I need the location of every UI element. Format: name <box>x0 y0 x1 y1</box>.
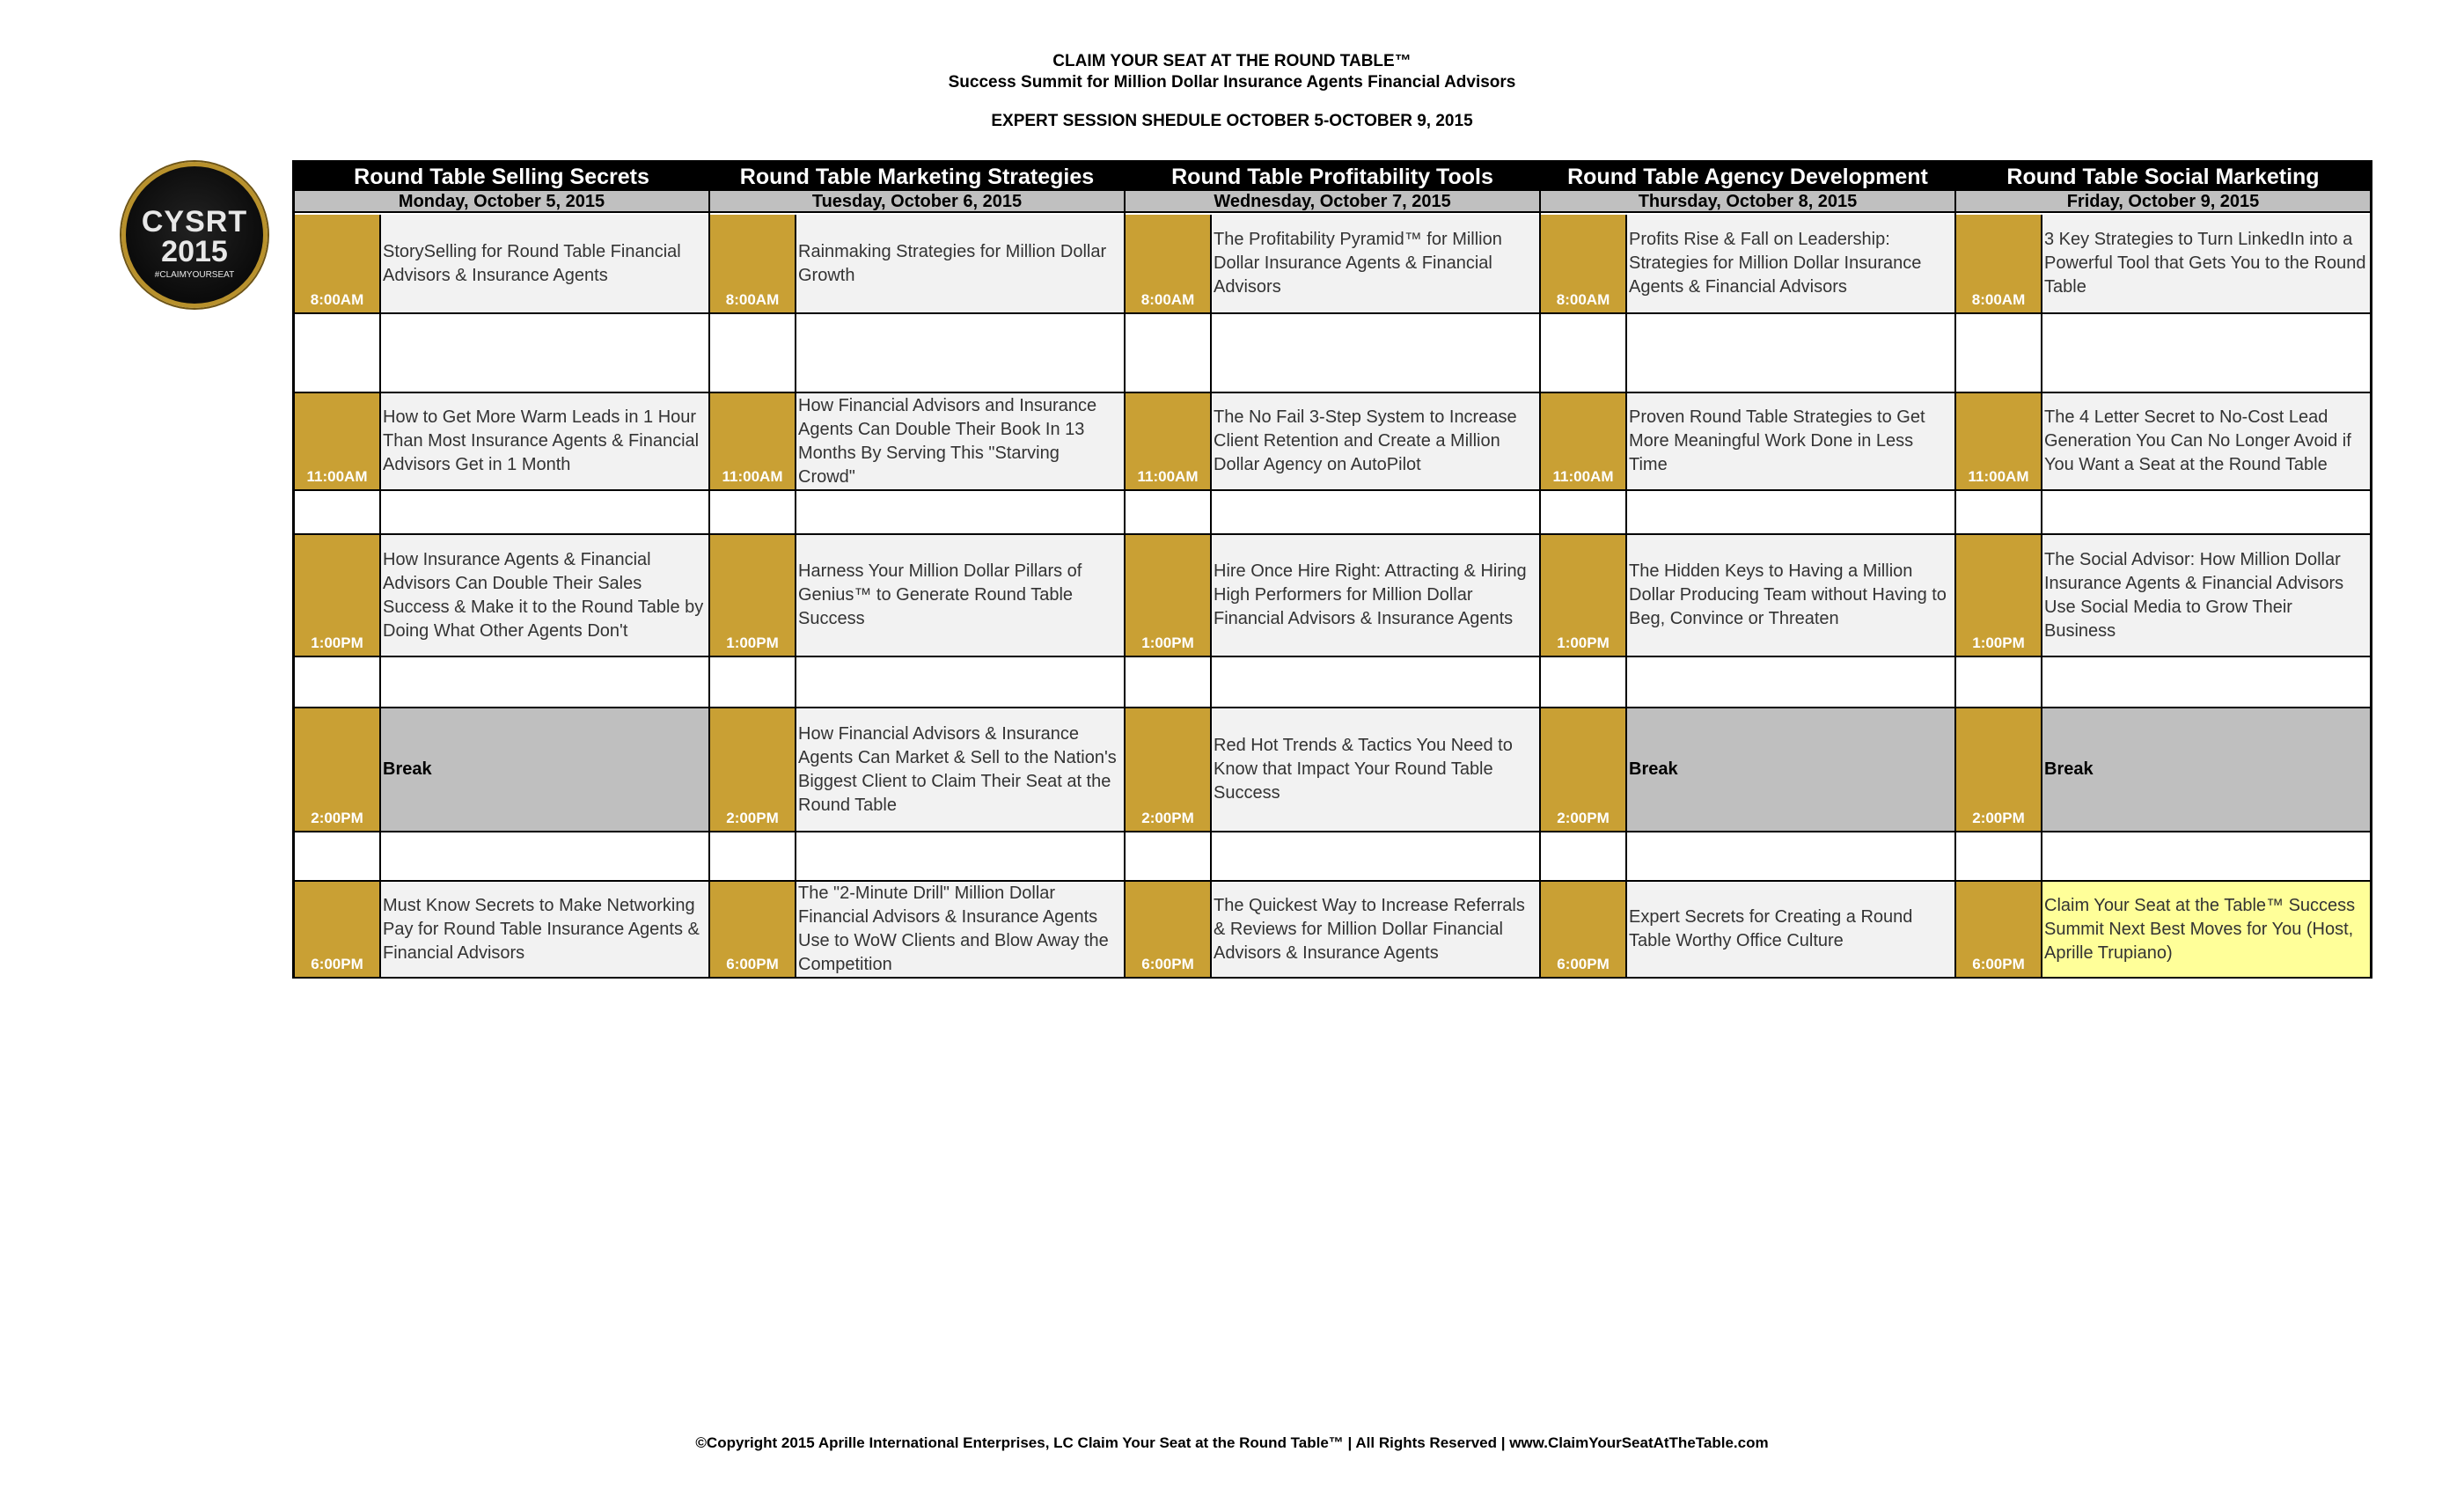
session-slot <box>710 708 1124 832</box>
session-title-text: The 4 Letter Secret to No-Cost Lead Generation You Can No Longer Avoid if You Want a Seat at the Round Table <box>2044 407 2351 474</box>
session-title <box>798 535 1120 656</box>
session-title <box>1214 215 1536 312</box>
session-title <box>383 882 705 977</box>
session-slot <box>710 393 1124 491</box>
spacer-row <box>1126 314 1539 393</box>
track-theme: Round Table Profitability Tools <box>1126 163 1539 191</box>
time-cell <box>1126 215 1212 312</box>
session-title-text: StorySelling for Round Table Financial Advisors & Insurance Agents <box>383 241 681 285</box>
session-slot <box>1126 708 1539 832</box>
track-theme: Round Table Agency Development <box>1541 163 1954 191</box>
spacer-row <box>295 657 708 708</box>
session-title-text: The Quickest Way to Increase Referrals & Reviews for Million Dollar Financial Advisors & Insurance Agents <box>1214 895 1525 963</box>
session-time: 1:00PM <box>1972 634 2025 651</box>
session-time: 8:00AM <box>1556 291 1610 308</box>
session-time: 6:00PM <box>311 956 363 972</box>
session-slot <box>1956 535 2370 657</box>
time-cell <box>295 215 381 312</box>
session-time: 8:00AM <box>1971 291 2026 308</box>
day-date: Wednesday, October 7, 2015 <box>1126 191 1539 213</box>
page-header <box>0 51 2464 132</box>
spacer-time-cell <box>710 832 796 880</box>
time-cell <box>1541 535 1627 656</box>
spacer-time-cell <box>1956 832 2042 880</box>
session-slot <box>295 882 708 979</box>
session-title <box>1629 393 1951 489</box>
session-slot <box>710 215 1124 314</box>
session-title-text: Profits Rise & Fall on Leadership: Strategies for Million Dollar Insurance Agents & Financial Advisors <box>1629 230 1922 297</box>
session-time: 1:00PM <box>726 634 779 651</box>
session-title <box>1629 882 1951 977</box>
time-cell <box>710 882 796 977</box>
spacer-row <box>295 832 708 882</box>
spacer-row <box>1126 832 1539 882</box>
spacer-time-cell <box>1956 491 2042 533</box>
session-title-text: Hire Once Hire Right: Attracting & Hiring High Performers for Million Dollar Financial Advisors & Insurance Agents <box>1214 561 1527 628</box>
break-slot <box>1541 708 1954 832</box>
session-title <box>2044 215 2366 312</box>
track-theme: Round Table Selling Secrets <box>295 163 708 191</box>
session-title <box>1629 215 1951 312</box>
session-title-text: 3 Key Strategies to Turn LinkedIn into a Powerful Tool that Gets You to the Round Table <box>2044 230 2366 297</box>
spacer-time-cell <box>1541 491 1627 533</box>
session-time: 1:00PM <box>311 634 363 651</box>
spacer-time-cell <box>1126 832 1212 880</box>
session-slot <box>1126 535 1539 657</box>
spacer-row <box>1541 314 1954 393</box>
session-time: 2:00PM <box>1557 810 1610 826</box>
logo-text-year: 2015 <box>161 235 228 268</box>
session-slot <box>1956 393 2370 491</box>
event-title: CLAIM YOUR SEAT AT THE ROUND TABLE™ <box>1052 52 1412 70</box>
spacer-row <box>1956 832 2370 882</box>
session-time: 8:00AM <box>725 291 780 308</box>
session-slot <box>295 393 708 491</box>
session-title <box>383 215 705 312</box>
time-cell <box>710 215 796 312</box>
spacer-row <box>710 491 1124 535</box>
session-time: 8:00AM <box>310 291 364 308</box>
time-cell <box>295 393 381 489</box>
spacer-row <box>710 832 1124 882</box>
session-slot <box>1956 215 2370 314</box>
time-cell <box>1541 882 1627 977</box>
session-title-text: Expert Secrets for Creating a Round Table Worthy Office Culture <box>1629 907 1913 950</box>
session-slot <box>295 215 708 314</box>
day-column <box>710 163 1126 976</box>
session-slot <box>1541 535 1954 657</box>
spacer-time-cell <box>1126 314 1212 392</box>
break-slot <box>295 708 708 832</box>
spacer-time-cell <box>1541 657 1627 707</box>
session-title <box>383 708 705 831</box>
session-title-text: Red Hot Trends & Tactics You Need to Know that Impact Your Round Table Success <box>1214 736 1513 803</box>
spacer-row <box>1541 491 1954 535</box>
logo-hashtag: #CLAIMYOURSEAT <box>154 270 235 280</box>
session-time: 1:00PM <box>1141 634 1194 651</box>
session-title-text: Rainmaking Strategies for Million Dollar Growth <box>798 241 1107 285</box>
spacer-time-cell <box>1126 657 1212 707</box>
spacer-time-cell <box>1541 832 1627 880</box>
spacer-time-cell <box>1541 314 1627 392</box>
time-cell <box>1126 708 1212 831</box>
schedule-title: EXPERT SESSION SHEDULE OCTOBER 5-OCTOBER 9, 2015 <box>991 112 1473 130</box>
session-time: 2:00PM <box>726 810 779 826</box>
session-slot <box>710 535 1124 657</box>
session-slot <box>295 535 708 657</box>
spacer-row <box>1956 657 2370 708</box>
day-column <box>1126 163 1541 976</box>
session-title <box>383 393 705 489</box>
session-title-text: The Social Advisor: How Million Dollar Insurance Agents & Financial Advisors Use Social Media to Grow Their Business <box>2044 549 2344 641</box>
session-time: 6:00PM <box>1141 956 1194 972</box>
spacer-time-cell <box>295 657 381 707</box>
spacer-row <box>710 657 1124 708</box>
session-title <box>1629 535 1951 656</box>
session-title <box>2044 393 2366 489</box>
session-title-text: How Financial Advisors & Insurance Agents Can Market & Sell to the Nation's Biggest Client to Claim Their Seat at the Round Table <box>798 723 1117 815</box>
spacer-row <box>1956 491 2370 535</box>
session-time: 1:00PM <box>1557 634 1610 651</box>
session-title-text: Break <box>1629 759 1678 779</box>
spacer-time-cell <box>295 314 381 392</box>
spacer-time-cell <box>1956 657 2042 707</box>
session-title <box>798 708 1120 831</box>
session-title <box>2044 882 2366 977</box>
session-time: 11:00AM <box>722 468 783 485</box>
time-cell <box>1956 215 2042 312</box>
session-time: 6:00PM <box>1557 956 1610 972</box>
time-cell <box>1541 215 1627 312</box>
time-cell <box>1956 535 2042 656</box>
logo-text-cysrt: CYSRT <box>141 205 248 238</box>
track-theme: Round Table Social Marketing <box>1956 163 2370 191</box>
session-title-text: The Hidden Keys to Having a Million Dollar Producing Team without Having to Beg, Convince or Threaten <box>1629 561 1947 628</box>
spacer-row <box>710 314 1124 393</box>
time-cell <box>1126 393 1212 489</box>
time-cell <box>710 708 796 831</box>
session-title-text: Break <box>2044 759 2094 779</box>
session-title-text: The Profitability Pyramid™ for Million Dollar Insurance Agents & Financial Advisors <box>1214 230 1502 297</box>
day-date: Friday, October 9, 2015 <box>1956 191 2370 213</box>
event-subtitle: Success Summit for Million Dollar Insurance Agents Financial Advisors <box>948 73 1516 92</box>
session-title <box>1214 708 1536 831</box>
time-cell <box>1126 535 1212 656</box>
session-time: 11:00AM <box>306 468 368 485</box>
time-cell <box>1541 708 1627 831</box>
session-title <box>1629 708 1951 831</box>
session-title-text: How Insurance Agents & Financial Advisors Can Double Their Sales Success & Make it to the Round Table by Doing What Other Agents Don't <box>383 549 704 641</box>
session-title-text: Proven Round Table Strategies to Get More Meaningful Work Done in Less Time <box>1629 407 1925 474</box>
track-theme: Round Table Marketing Strategies <box>710 163 1124 191</box>
session-time: 8:00AM <box>1140 291 1195 308</box>
break-slot <box>1956 708 2370 832</box>
session-title-text: Break <box>383 759 432 779</box>
session-time: 6:00PM <box>1972 956 2025 972</box>
session-time: 2:00PM <box>311 810 363 826</box>
spacer-time-cell <box>1956 314 2042 392</box>
session-title-text: Harness Your Million Dollar Pillars of Genius™ to Generate Round Table Success <box>798 561 1082 628</box>
session-time: 11:00AM <box>1137 468 1199 485</box>
cysrt-logo <box>121 162 268 308</box>
time-cell <box>1956 708 2042 831</box>
spacer-row <box>1126 657 1539 708</box>
session-time: 2:00PM <box>1972 810 2025 826</box>
session-slot <box>710 882 1124 979</box>
session-title <box>1214 882 1536 977</box>
spacer-time-cell <box>710 491 796 533</box>
day-column <box>1541 163 1956 976</box>
day-date: Monday, October 5, 2015 <box>295 191 708 213</box>
time-cell <box>1956 393 2042 489</box>
spacer-time-cell <box>1126 491 1212 533</box>
spacer-time-cell <box>295 832 381 880</box>
session-title-text: Claim Your Seat at the Table™ Success Summit Next Best Moves for You (Host, Aprille Trupiano) <box>2044 895 2356 963</box>
spacer-time-cell <box>710 314 796 392</box>
spacer-row <box>1541 832 1954 882</box>
spacer-row <box>295 491 708 535</box>
time-cell <box>1541 393 1627 489</box>
session-time: 11:00AM <box>1552 468 1614 485</box>
copyright-footer: ©Copyright 2015 Aprille International Enterprises, LC Claim Your Seat at the Round Table™ | All Rights Reserved | www.ClaimYourSeatAtTheTable.com <box>695 1434 1769 1451</box>
session-slot <box>1541 393 1954 491</box>
spacer-row <box>295 314 708 393</box>
session-title-text: How Financial Advisors and Insurance Agents Can Double Their Book In 13 Months By Serving This "Starving Crowd" <box>798 395 1097 487</box>
day-column <box>1956 163 2370 976</box>
time-cell <box>1956 882 2042 977</box>
spacer-row <box>1126 491 1539 535</box>
schedule-grid <box>292 160 2372 979</box>
session-time: 11:00AM <box>1968 468 2029 485</box>
session-slot <box>1126 882 1539 979</box>
time-cell <box>295 535 381 656</box>
day-date: Thursday, October 8, 2015 <box>1541 191 1954 213</box>
session-title <box>798 215 1120 312</box>
session-slot <box>1541 215 1954 314</box>
session-slot <box>1126 393 1539 491</box>
session-title-text: The "2-Minute Drill" Million Dollar Financial Advisors & Insurance Agents Use to WoW Clients and Blow Away the Competition <box>798 884 1109 974</box>
time-cell <box>295 708 381 831</box>
day-date: Tuesday, October 6, 2015 <box>710 191 1124 213</box>
session-title <box>1214 393 1536 489</box>
session-title <box>383 535 705 656</box>
session-title <box>798 393 1120 489</box>
session-title-text: Must Know Secrets to Make Networking Pay for Round Table Insurance Agents & Financial Advisors <box>383 895 700 963</box>
session-title-text: How to Get More Warm Leads in 1 Hour Than Most Insurance Agents & Financial Advisors Get in 1 Month <box>383 407 700 474</box>
session-title <box>2044 708 2366 831</box>
session-slot <box>1541 882 1954 979</box>
time-cell <box>295 882 381 977</box>
session-slot <box>1956 882 2370 979</box>
session-title <box>1214 535 1536 656</box>
session-time: 6:00PM <box>726 956 779 972</box>
session-title <box>798 882 1120 977</box>
session-slot <box>1126 215 1539 314</box>
session-title <box>2044 535 2366 656</box>
spacer-row <box>1956 314 2370 393</box>
time-cell <box>1126 882 1212 977</box>
spacer-row <box>1541 657 1954 708</box>
spacer-time-cell <box>710 657 796 707</box>
day-column <box>295 163 710 976</box>
spacer-time-cell <box>295 491 381 533</box>
time-cell <box>710 393 796 489</box>
session-title-text: The No Fail 3-Step System to Increase Client Retention and Create a Million Dollar Agency on AutoPilot <box>1214 407 1517 474</box>
time-cell <box>710 535 796 656</box>
session-time: 2:00PM <box>1141 810 1194 826</box>
